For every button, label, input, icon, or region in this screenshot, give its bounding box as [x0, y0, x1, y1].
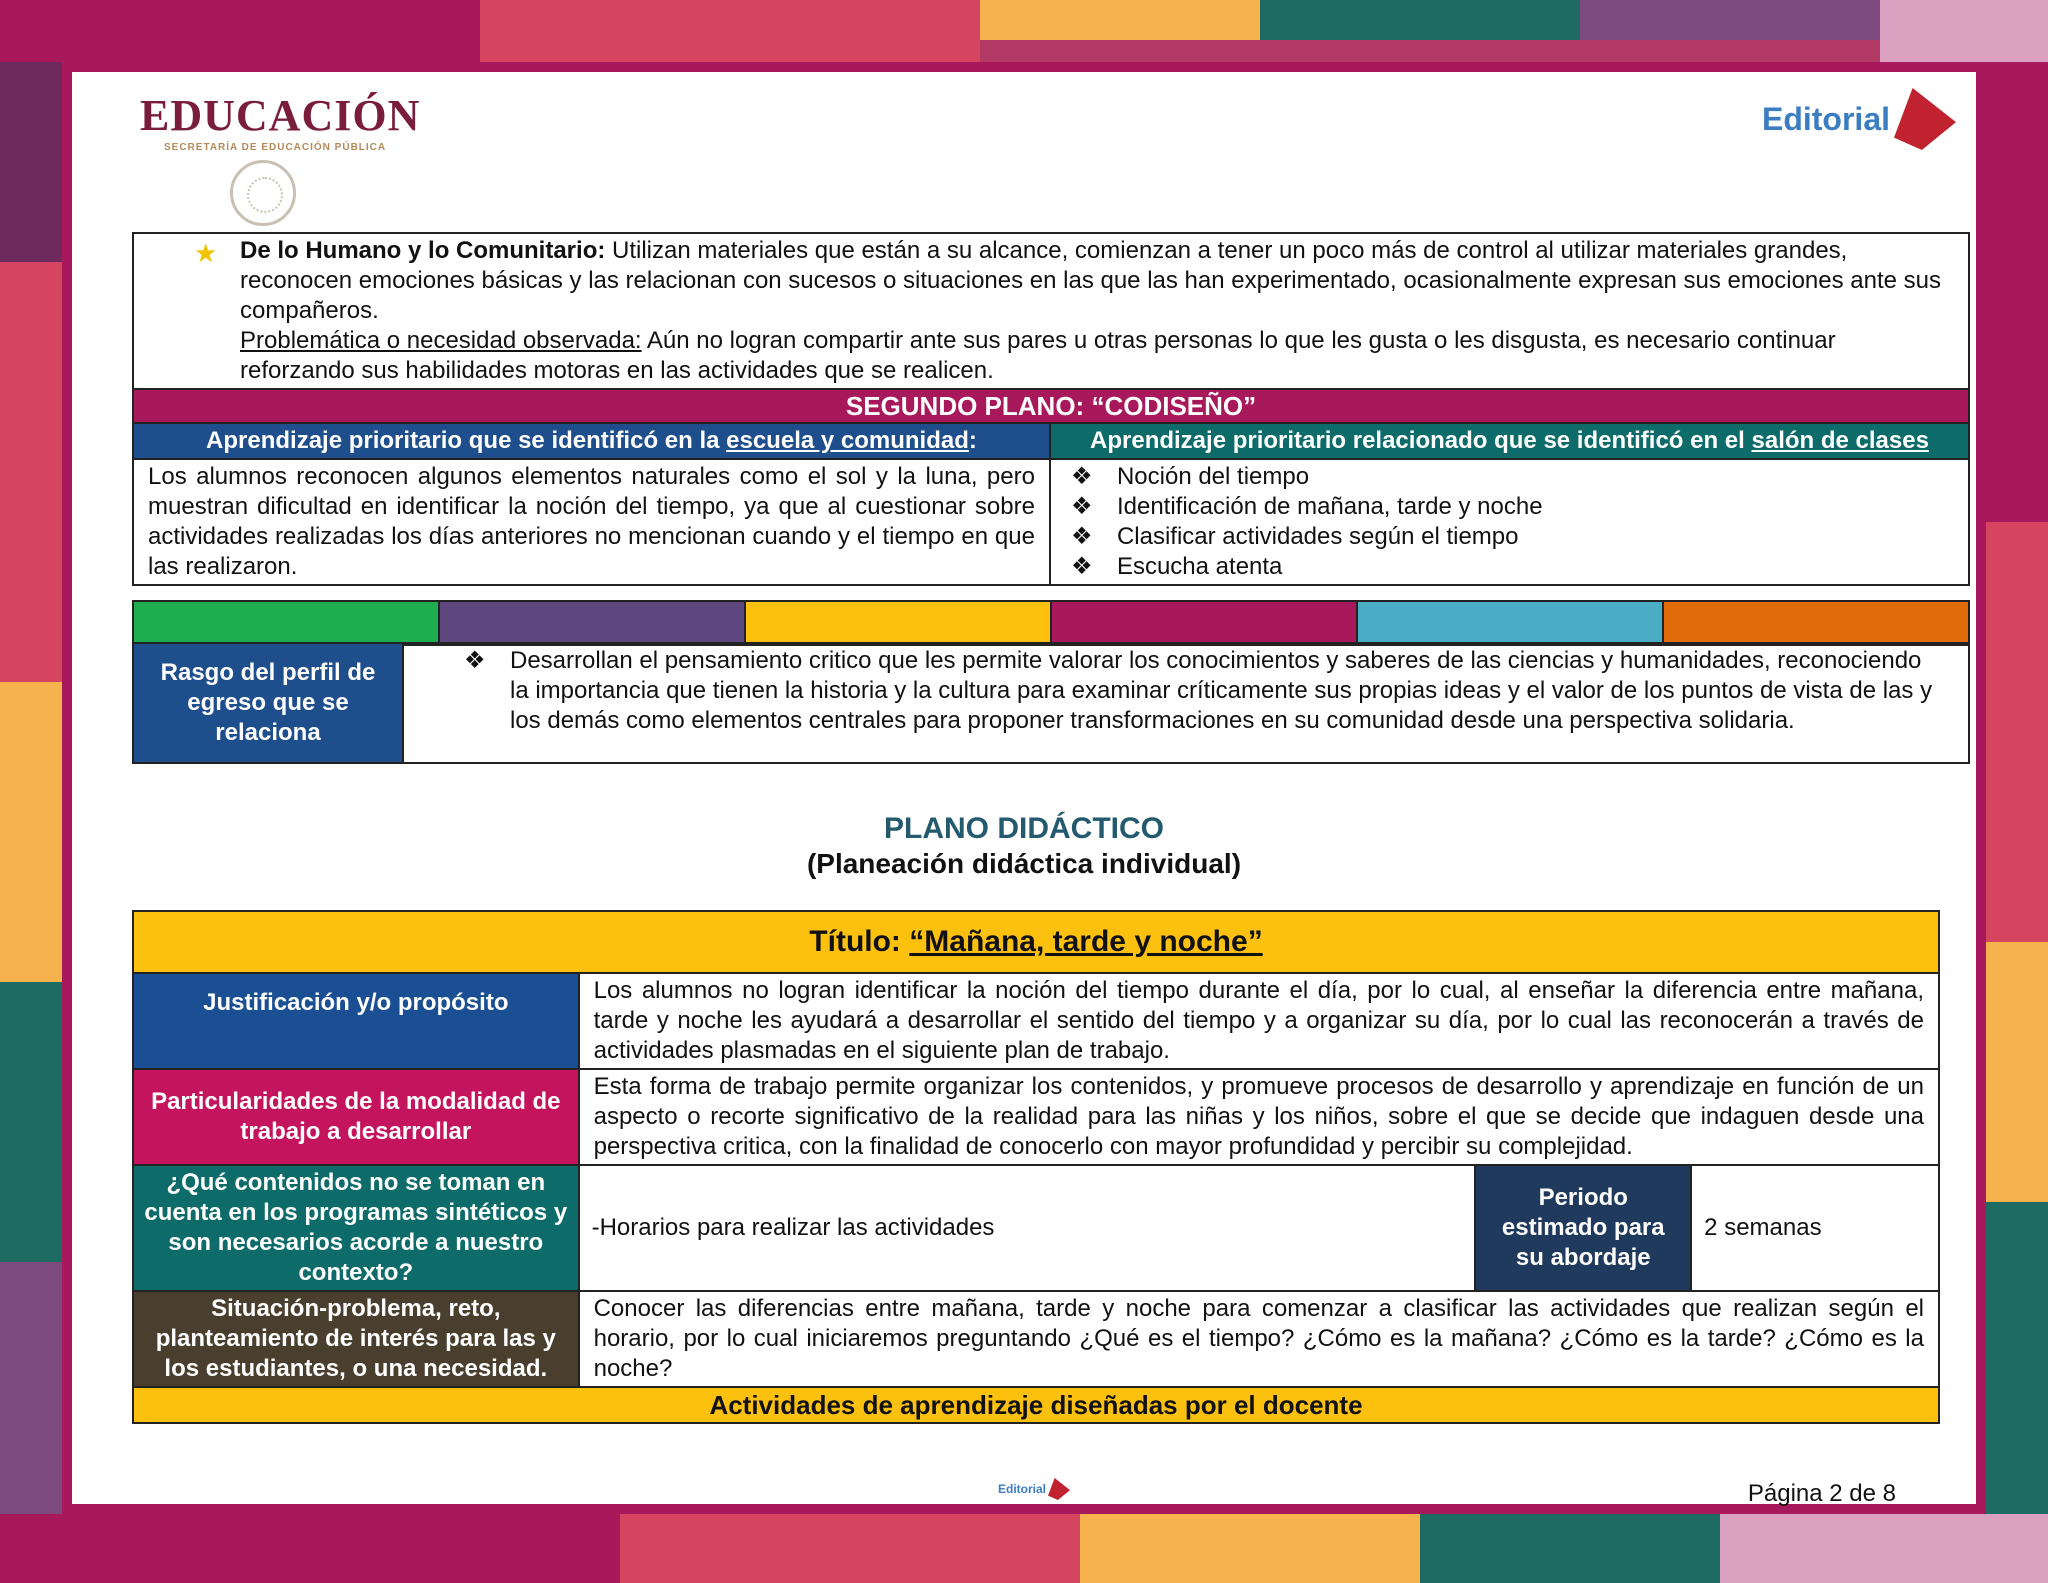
left-head-link: escuela y comunidad — [726, 427, 969, 454]
right-bullets — [1050, 459, 1969, 585]
rasgo-cell — [403, 643, 1969, 763]
color-block — [1663, 601, 1969, 645]
plano-didactico-title: PLANO DIDÁCTICO — [884, 812, 1164, 845]
codiseno-table — [132, 232, 1970, 586]
titulo-row — [133, 911, 1939, 973]
national-seal-icon — [230, 160, 296, 226]
right-head-prefix: Aprendizaje prioritario relacionado que se identificó en el — [1090, 427, 1752, 454]
titulo-label: Título: — [809, 925, 910, 958]
list-item: ❖ Clasificar actividades según el tiempo — [1070, 523, 1519, 550]
plano-didactico-subtitle: (Planeación didáctica individual) — [806, 848, 1242, 879]
left-text: Los alumnos reconocen algunos elementos naturales como el sol y la luna, pero muestran dificultad en identificar la noción del tiempo, ya que al cuestionar sobre actividades realizadas los días anteriores no mencionan cuando y el tiempo en que las realizaron. — [133, 459, 1050, 585]
actividades-label: Actividades de aprendizaje diseñadas por el docente — [133, 1387, 1939, 1423]
list-item: ❖ Noción del tiempo — [1070, 463, 1310, 490]
editorial-logo-text: Editorial — [1761, 100, 1890, 137]
situacion-label: Situación-problema, reto, planteamiento de interés para las y los estudiantes, o una necesidad. — [133, 1291, 579, 1387]
educacion-logo: EDUCACIÓN — [140, 91, 421, 140]
footer-logo-text: Editorial — [998, 1482, 1047, 1496]
periodo-value: 2 semanas — [1691, 1165, 1939, 1291]
problem-label: Problemática o necesidad observada: — [240, 327, 642, 354]
rasgo-label: Rasgo del perfil de egreso que se relaciona — [133, 643, 403, 763]
md-mark-icon — [1894, 88, 1956, 150]
intro-text: Utilizan materiales que están a su alcance, comienzan a tener un poco más de control al utilizar materiales grandes, reconocen emociones básicas y las relacionan con sucesos o situaciones en las que las han experimentado, ocasionalmente expresan sus emociones ante sus compañeros. — [240, 237, 1941, 324]
color-block — [745, 601, 1051, 645]
color-block — [1357, 601, 1663, 645]
left-head-suffix: : — [968, 427, 977, 454]
particularidades-text: Esta forma de trabajo permite organizar los contenidos, y promueve procesos de desarrollo y aprendizaje en función de un aspecto o recorte significativo de la realidad para las niñas y los niños, sobre el que se decide que indaguen desde una perspectiva critica, con la finalidad de conocerlo con mayor profundidad y percibir su complejidad. — [579, 1069, 1939, 1165]
intro-cell — [133, 233, 1969, 389]
footer-logo — [998, 1478, 1070, 1500]
contenidos-label: ¿Qué contenidos no se toman en cuenta en los programas sintéticos y son necesarios acorde a nuestro contexto? — [133, 1165, 579, 1291]
page-number: Página 2 de 8 — [1747, 1480, 1896, 1507]
color-bar — [132, 600, 1970, 646]
color-block — [1051, 601, 1357, 645]
color-block — [133, 601, 439, 645]
rasgo-text: Desarrollan el pensamiento critico que les permite valorar los conocimientos y saberes de las ciencias y humanidades, reconociendo la importancia que tienen la historia y la cultura para examinar críticamente sus propias ideas y el valor de los puntos de vista de las y los demás como elementos centrales para proponer transformaciones en su comunidad desde una perspectiva solidaria. — [510, 647, 1933, 734]
contenidos-text: -Horarios para realizar las actividades — [579, 1165, 1476, 1291]
titulo-value: “Mañana, tarde y noche” — [909, 925, 1263, 958]
list-item: ❖ Identificación de mañana, tarde y noche — [1070, 493, 1543, 520]
right-head — [1050, 423, 1969, 459]
rasgo-table — [132, 642, 1970, 764]
footer-md-mark-icon — [1048, 1478, 1070, 1500]
left-head — [133, 423, 1050, 459]
star-icon: ★ — [194, 238, 218, 268]
color-block — [439, 601, 745, 645]
particularidades-label: Particularidades de la modalidad de trabajo a desarrollar — [133, 1069, 579, 1165]
left-head-prefix: Aprendizaje prioritario que se identificó en la — [206, 427, 727, 454]
bullet-icon: ❖ — [464, 647, 486, 674]
list-item: ❖ Escucha atenta — [1070, 553, 1283, 580]
justificacion-text: Los alumnos no logran identificar la noción del tiempo durante el día, por lo cual, al enseñar la diferencia entre mañana, tarde y noche les ayudará a desarrollar el sentido del tiempo y a organizar su día, por lo cual las reconocerán a través de actividades plasmadas en el siguiente plan de trabajo. — [579, 973, 1939, 1069]
justificacion-label: Justificación y/o propósito — [133, 973, 579, 1069]
situacion-text: Conocer las diferencias entre mañana, tarde y noche para comenzar a clasificar las actividades que realizan según el horario, por lo cual iniciaremos preguntando ¿Qué es el tiempo? ¿Cómo es la mañana? ¿Cómo es la tarde? ¿Cómo es la noche? — [579, 1291, 1939, 1387]
intro-label: De lo Humano y lo Comunitario: — [240, 237, 606, 264]
sep-subtitle: SECRETARÍA DE EDUCACIÓN PÚBLICA — [164, 142, 387, 153]
segundo-plano-title: SEGUNDO PLANO: “CODISEÑO” — [133, 389, 1969, 423]
problem-text: Aún no logran compartir ante sus pares u otras personas lo que les gusta o les disgusta, es necesario continuar reforzando sus habilidades motoras en las actividades que se realicen. — [240, 327, 1836, 384]
planeacion-table — [132, 910, 1940, 1424]
editorial-md-logo — [1762, 88, 1956, 150]
periodo-label: Periodo estimado para su abordaje — [1475, 1165, 1691, 1291]
document-page — [62, 62, 1986, 1514]
right-head-link: salón de clases — [1751, 427, 1929, 454]
